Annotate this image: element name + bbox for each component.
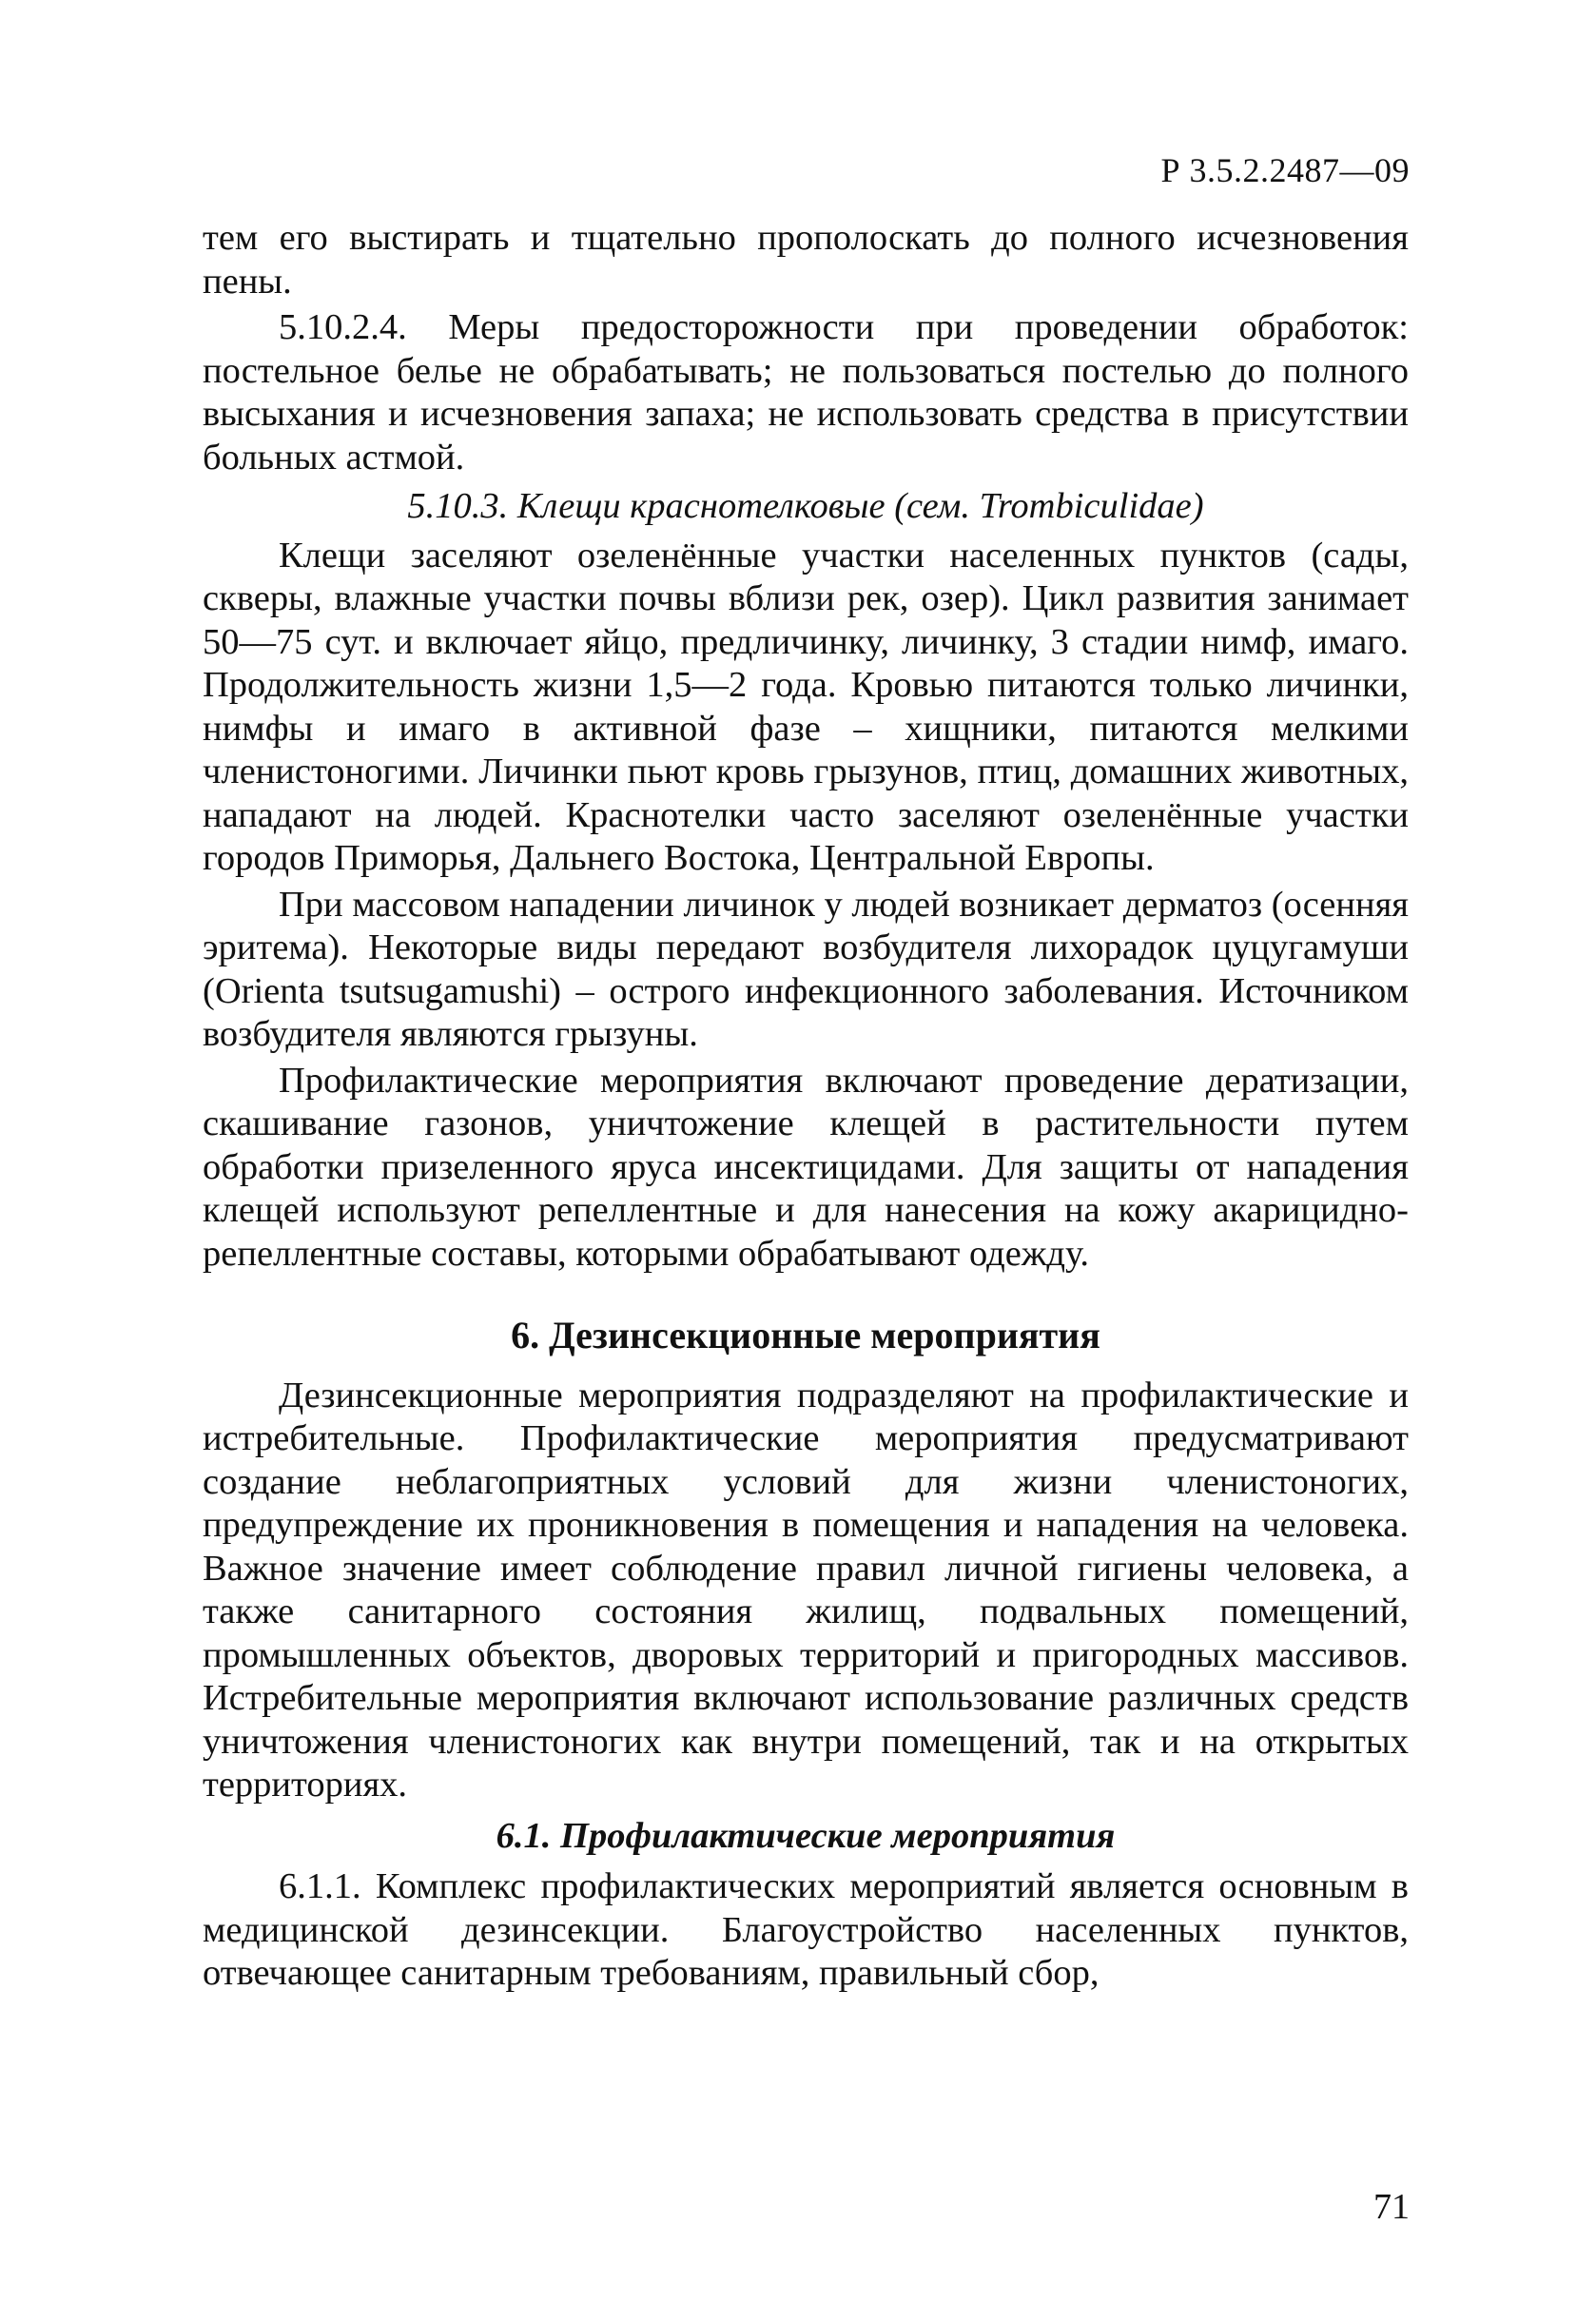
paragraph-5-10-2-4: 5.10.2.4. Меры предосторожности при проведении обработок: постельное белье не обрабатывать; не пользоваться постелью до полного высыхания и исчезновения запаха; не использовать средства в присутствии больных астмой. [203, 307, 1409, 478]
page-number: 71 [1373, 2187, 1410, 2227]
subsection-heading-5-10-3: 5.10.3. Клещи краснотелковые (сем. Trombiculidae) [407, 486, 1204, 526]
paragraph-mites-description: Клещи заселяют озеленённые участки населенных пунктов (сады, скверы, влажные участки почвы вблизи рек, озер). Цикл развития занимает 50—75 сут. и включает яйцо, предличинку, личинку, 3 стадии нимф, имаго. Продолжительность жизни 1,5—2 года. Кровью питаются только личинки, нимфы и имаго в активной фазе – хищники, питаются мелкими членистоногими. Личинки пьют кровь грызунов, птиц, домашних животных, нападают на людей. Краснотелки часто заселяют озеленённые участки городов Приморья, Дальнего Востока, Центральной Европы. [203, 535, 1409, 878]
paragraph-mites-dermatosis: При массовом нападении личинок у людей возникает дерматоз (осенняя эритема). Некоторые виды передают возбудителя лихорадок цуцугамуши (Orienta tsutsugamushi) – острого инфекционного заболевания. Источником возбудителя являются грызуны. [203, 884, 1409, 1054]
document-code: Р 3.5.2.2487—09 [1160, 151, 1410, 189]
paragraph-continuation: тем его выстирать и тщательно прополоскать до полного исчезновения пены. [203, 218, 1409, 302]
document-body [203, 217, 1409, 1996]
paragraph-6-1-1: 6.1.1. Комплекс профилактических мероприятий является основным в медицинской дезинсекции. Благоустройство населенных пунктов, отвечающее санитарным требованиям, правильный сбор, [203, 1866, 1409, 1993]
subsection-heading-6-1: 6.1. Профилактические мероприятия [496, 1815, 1116, 1856]
paragraph-disinsection-intro: Дезинсекционные мероприятия подразделяют на профилактические и истребительные. Профилактические мероприятия предусматривают создание неблагоприятных условий для жизни членистоногих, предупреждение их проникновения в помещения и нападения на человека. Важное значение имеет соблюдение правил личной гигиены человека, а также санитарного состояния жилищ, подвальных помещений, промышленных объектов, дворовых территорий и пригородных массивов. Истребительные мероприятия включают использование различных средств уничтожения членистоногих как внутри помещений, так и на открытых территориях. [203, 1375, 1409, 1805]
paragraph-mites-prevention: Профилактические мероприятия включают проведение дератизации, скашивание газонов, уничтожение клещей в растительности путем обработки призеленного яруса инсектицидами. Для защиты от нападения клещей используют репеллентные и для нанесения на кожу акарицидно-репеллентные составы, которыми обрабатывают одежду. [203, 1060, 1409, 1274]
section-heading-6: 6. Дезинсекционные мероприятия [511, 1314, 1100, 1356]
